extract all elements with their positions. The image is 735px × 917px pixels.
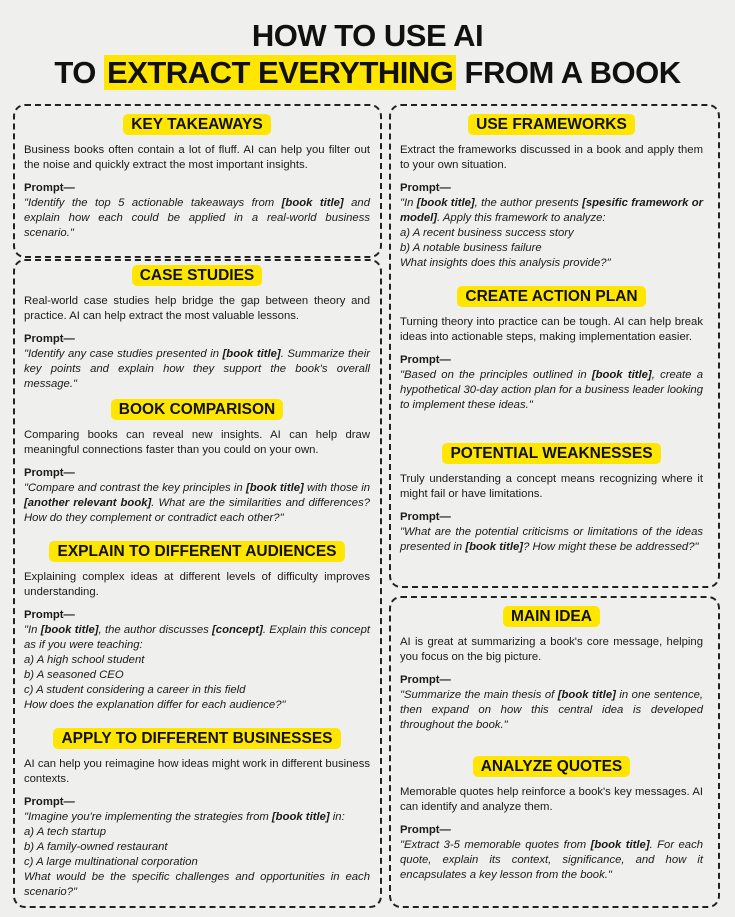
prompt-text [400,525,703,555]
section-heading: CASE STUDIES [132,265,263,286]
section-case-studies [24,265,370,392]
prompt-segment: "What are the potential criticisms or limitations of the ideas presented in [400,526,703,553]
section-heading: APPLY TO DIFFERENT BUSINESSES [53,728,340,749]
prompt-segment: c) A student considering a career in this field [24,684,246,696]
section-key-takeaways [24,114,370,241]
section-description: Turning theory into practice can be tough. AI can help break ideas into actionable steps, making implementation easier. [400,316,703,343]
section-explain-to-different-audiences [24,541,370,713]
prompt-segment: , create a hypothetical 30-day action plan for a business leader looking to implement these ideas." [400,369,703,411]
prompt-segment: "Based on the principles outlined in [400,369,592,381]
prompt-label: Prompt— [24,609,75,621]
prompt-segment: and explain how each could be applied in a real-world business scenario." [24,197,370,239]
prompt-segment: c) A large multinational corporation [24,856,198,868]
prompt-segment: ? How might these be addressed?" [523,541,699,553]
section-apply-to-different-businesses [24,728,370,900]
section-use-frameworks [400,114,703,271]
section-heading: KEY TAKEAWAYS [123,114,271,135]
prompt-label: Prompt— [24,333,75,345]
prompt-segment: a) A recent business success story [400,227,574,239]
section-main-idea [400,606,703,733]
prompt-text [24,481,370,526]
title-suffix: FROM A BOOK [456,55,681,90]
prompt-segment: b) A notable business failure [400,242,542,254]
prompt-segment: . Apply this framework to analyze: [437,212,606,224]
prompt-segment: . What are the similarities and differences? How do they complement or contradict each other?" [24,497,371,524]
prompt-placeholder: [book title] [222,348,281,360]
prompt-label: Prompt— [24,796,75,808]
prompt-text [24,825,370,840]
section-description: AI can help you reimagine how ideas might work in different business contexts. [24,758,370,785]
section-potential-weaknesses [400,443,703,555]
prompt-text [24,855,370,870]
prompt-segment: with those in [303,482,370,494]
prompt-segment: in one sentence, then expand on how this central idea is developed throughout the book." [400,689,704,731]
prompt-segment: b) A family-owned restaurant [24,841,168,853]
page-title-line-1: HOW TO USE AI [251,18,484,53]
prompt-label: Prompt— [400,511,451,523]
section-create-action-plan [400,286,703,413]
section-description: Business books often contain a lot of fluff. AI can help you filter out the noise and quickly extract the most important insights. [24,144,370,171]
section-description: Extract the frameworks discussed in a book and apply them to your own situation. [400,144,703,171]
prompt-text [400,241,703,256]
prompt-label: Prompt— [400,674,451,686]
page-title-line-2 [0,55,735,91]
prompt-text [24,840,370,855]
prompt-segment: "Identify any case studies presented in [24,348,223,360]
prompt-segment: , the author discusses [98,624,213,636]
prompt-placeholder: [book title] [591,369,652,381]
prompt-segment: How does the explanation differ for each audience?" [24,699,286,711]
title-prefix: TO [54,55,105,90]
prompt-text [24,683,370,698]
prompt-segment: . For each quote, explain its context, significance, and how it encapsulates a key lesson from the book." [400,839,703,881]
prompt-label: Prompt— [400,354,451,366]
prompt-segment: "Compare and contrast the key principles in [24,482,246,494]
prompt-text [400,838,703,883]
prompt-text [400,226,703,241]
prompt-placeholder: [another relevant book] [24,497,152,509]
section-description: Memorable quotes help reinforce a book's key messages. AI can identify and analyze them. [400,786,703,813]
prompt-segment: What insights does this analysis provide?" [400,257,611,269]
prompt-text [400,256,703,271]
section-description: Real-world case studies help bridge the gap between theory and practice. AI can help extract the most valuable lessons. [24,295,370,322]
prompt-placeholder: [book title] [557,689,616,701]
title-highlight: EXTRACT EVERYTHING [104,55,456,90]
prompt-placeholder: [book title] [281,197,344,209]
prompt-segment: "Summarize the main thesis of [400,689,558,701]
prompt-text [400,368,703,413]
prompt-placeholder: [book title] [590,839,650,851]
prompt-segment: a) A tech startup [24,826,107,838]
section-description: Truly understanding a concept means recognizing where it might fail or have limitations. [400,473,703,500]
prompt-segment: b) A seasoned CEO [24,669,124,681]
prompt-label: Prompt— [400,182,451,194]
prompt-label: Prompt— [400,824,451,836]
section-description: Comparing books can reveal new insights. AI can help draw meaningful connections faster than you could on your own. [24,429,370,456]
prompt-segment: "Imagine you're implementing the strategies from [24,811,272,823]
prompt-text [24,196,370,241]
prompt-placeholder: [spesific framework or model] [400,197,703,224]
section-analyze-quotes [400,756,703,883]
section-heading: MAIN IDEA [503,606,600,627]
section-description: Explaining complex ideas at different levels of difficulty improves understanding. [24,571,370,598]
prompt-label: Prompt— [24,467,75,479]
section-heading: USE FRAMEWORKS [468,114,635,135]
prompt-segment: , the author presents [474,197,583,209]
prompt-label: Prompt— [24,182,75,194]
section-heading: ANALYZE QUOTES [473,756,631,777]
prompt-placeholder: [book title] [40,624,99,636]
prompt-placeholder: [book title] [245,482,304,494]
prompt-segment: "Identify the top 5 actionable takeaways from [24,197,282,209]
prompt-text [24,698,370,713]
section-heading: CREATE ACTION PLAN [457,286,645,307]
prompt-text [24,668,370,683]
prompt-segment: "In [24,624,41,636]
prompt-text [400,196,703,226]
section-book-comparison [24,399,370,526]
section-heading: BOOK COMPARISON [111,399,283,420]
prompt-placeholder: [book title] [465,541,524,553]
prompt-text [24,347,370,392]
prompt-text [24,653,370,668]
prompt-segment: . Explain this concept as if you were teaching: [24,624,370,651]
prompt-placeholder: [concept] [212,624,263,636]
prompt-placeholder: [book title] [271,811,330,823]
prompt-text [24,623,370,653]
prompt-segment: What would be the specific challenges and opportunities in each scenario?" [24,871,370,898]
prompt-segment: "Extract 3-5 memorable quotes from [400,839,591,851]
prompt-text [24,870,370,900]
section-heading: POTENTIAL WEAKNESSES [442,443,660,464]
prompt-segment: a) A high school student [24,654,145,666]
prompt-text [400,688,703,733]
prompt-text [24,810,370,825]
section-description: AI is great at summarizing a book's core message, helping you focus on the big picture. [400,636,703,663]
prompt-placeholder: [book title] [416,197,475,209]
section-heading: EXPLAIN TO DIFFERENT AUDIENCES [49,541,344,562]
prompt-segment: in: [329,811,345,823]
prompt-segment: . Summarize their key points and explain how they support the book's overall message." [24,348,370,390]
prompt-segment: "In [400,197,417,209]
